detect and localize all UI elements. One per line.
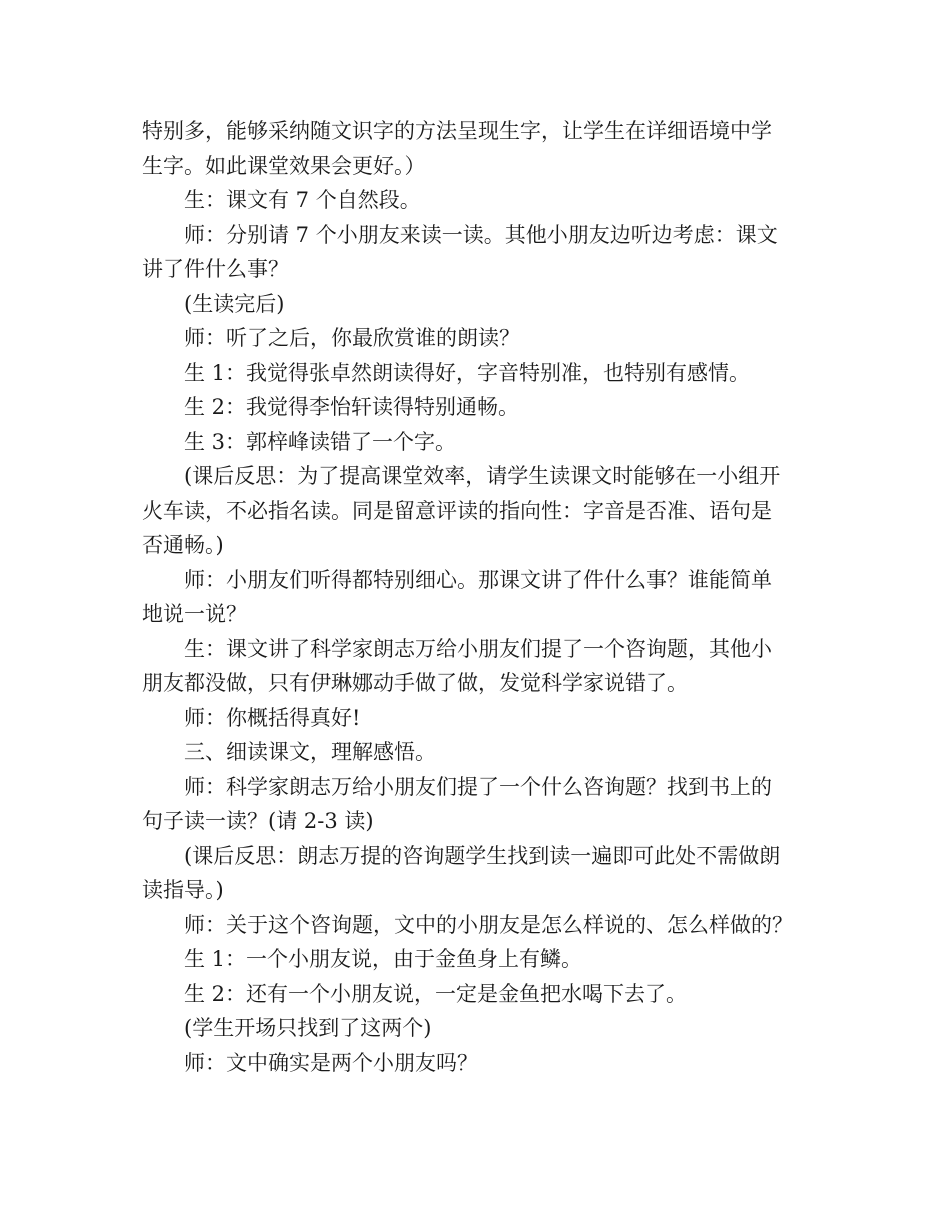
document-line: 地说一说？: [142, 602, 247, 626]
document-line: 生 1：我觉得张卓然朗读得好，字音特别准，也特别有感情。: [184, 360, 751, 385]
document-line: 生 3：郭梓峰读错了一个字。: [184, 429, 457, 454]
document-line: 生：课文有 7 个自然段。: [184, 188, 421, 212]
document-line: (课后反思：朗志万提的咨询题学生找到读一遍即可此处不需做朗: [184, 843, 781, 868]
document-line: (课后反思：为了提高课堂效率，请学生读课文时能够在一小组开: [184, 464, 781, 488]
document-line: 师：关于这个咨询题，文中的小朋友是怎么样说的、怎么样做的？: [184, 912, 793, 937]
document-line: 师：小朋友们听得都特别细心。那课文讲了件什么事？谁能简单: [184, 567, 772, 592]
document-line: 师：文中确实是两个小朋友吗？: [184, 1050, 478, 1075]
document-line: (学生开场只找到了这两个): [184, 1016, 432, 1040]
document-line: 讲了件什么事？: [142, 257, 289, 281]
document-line: 句子读一读？(请 2-3 读): [142, 809, 374, 833]
document-line: 生字。如此课堂效果会更好。）: [142, 153, 426, 178]
document-line: 三、细读课文，理解感悟。: [184, 740, 436, 764]
document-line: 生 2：我觉得李怡轩读得特别通畅。: [184, 395, 520, 419]
document-line: 生 2：还有一个小朋友说，一定是金鱼把水喝下去了。: [184, 981, 688, 1006]
document-line: 生：课文讲了科学家朗志万给小朋友们提了一个咨询题，其他小: [184, 636, 772, 661]
document-line: 师：科学家朗志万给小朋友们提了一个什么咨询题？找到书上的: [184, 774, 772, 799]
document-line: (生读完后): [184, 291, 285, 316]
document-line: 火车读，不必指名读。同是留意评读的指向性：字音是否准、语句是: [142, 498, 772, 523]
document-line: 生 1：一个小朋友说，由于金鱼身上有鳞。: [184, 947, 583, 971]
document-line: 否通畅。): [142, 533, 224, 557]
document-line: 师：你概括得真好!: [184, 705, 361, 730]
document-line: 师：听了之后，你最欣赏谁的朗读？: [184, 326, 520, 350]
document-line: 朋友都没做，只有伊琳娜动手做了做，发觉科学家说错了。: [142, 671, 688, 695]
document-line: 师：分别请 7 个小朋友来读一读。其他小朋友边听边考虑：课文: [184, 222, 778, 247]
document-body: [142, 114, 812, 1080]
document-line: 读指导。): [142, 878, 224, 902]
document-line: 特别多，能够采纳随文识字的方法呈现生字，让学生在详细语境中学: [142, 119, 772, 143]
